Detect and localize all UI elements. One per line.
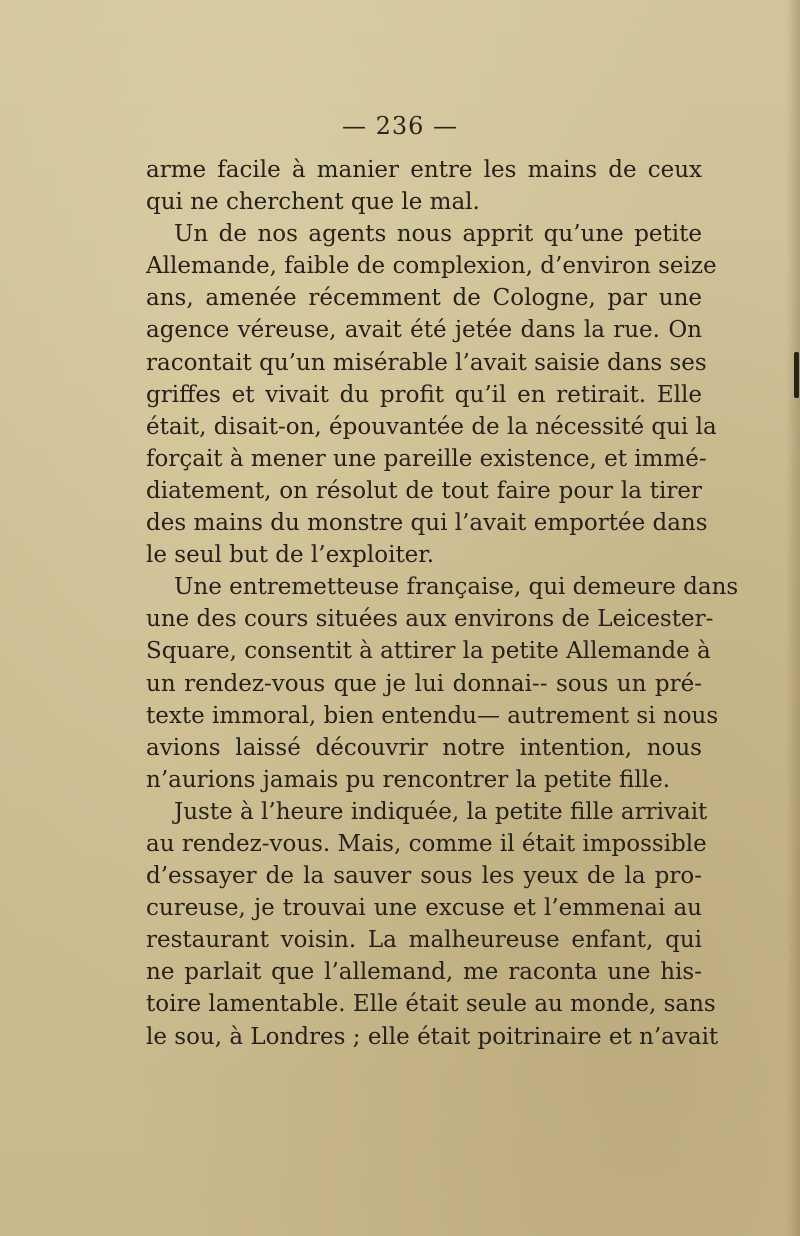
text-line: diatement, on résolut de tout faire pour la tirer — [146, 477, 702, 504]
text-line: le seul but de l’exploiter. — [146, 542, 435, 569]
text-line: ne parlait que l’allemand, me raconta une his- — [146, 959, 702, 986]
text-line: ans, amenée récemment de Cologne, par une — [146, 285, 702, 312]
text-line: au rendez-vous. Mais, comme il était impossible — [146, 830, 707, 857]
text-line: Juste à l’heure indiquée, la petite fille arrivait — [174, 798, 708, 825]
page-edge-shadow — [786, 0, 800, 1236]
page-number: — 236 — — [341, 112, 459, 140]
text-line: d’essayer de la sauver sous les yeux de la pro- — [146, 863, 702, 890]
text-line: Une entremetteuse française, qui demeure dans — [174, 574, 739, 601]
text-line: arme facile à manier entre les mains de ceux — [146, 157, 702, 183]
text-line: cureuse, je trouvai une excuse et l’emmenai au — [146, 895, 702, 922]
text-line: avions laissé découvrir notre intention, nous — [146, 734, 702, 761]
text-line: Un de nos agents nous apprit qu’une petite — [174, 221, 702, 248]
text-line: n’aurions jamais pu rencontrer la petite fille. — [146, 766, 671, 793]
text-line: toire lamentable. Elle était seule au monde, sans — [146, 991, 716, 1018]
text-line: restaurant voisin. La malheureuse enfant, qui — [146, 927, 702, 954]
text-line: des mains du monstre qui l’avait emportée dans — [146, 510, 708, 537]
text-line: une des cours situées aux environs de Leicester- — [146, 606, 714, 633]
text-line: agence véreuse, avait été jetée dans la rue. On — [146, 317, 702, 344]
text-line: Allemande, faible de complexion, d’environ seize — [146, 253, 717, 280]
body-text — [146, 154, 739, 1053]
text-line: griffes et vivait du profit qu’il en retirait. Elle — [146, 381, 702, 408]
text-line: un rendez-vous que je lui donnai-- sous un pré- — [146, 670, 702, 697]
text-line: texte immoral, bien entendu— autrement si nous — [146, 702, 719, 729]
page-edge-mark — [794, 352, 799, 398]
text-line: Square, consentit à attirer la petite Allemande à — [146, 638, 711, 665]
text-line: qui ne cherchent que le mal. — [146, 189, 480, 216]
text-line: racontait qu’un misérable l’avait saisie dans ses — [146, 349, 707, 376]
text-line: forçait à mener une pareille existence, et immé- — [146, 445, 707, 472]
text-line: était, disait-on, épouvantée de la nécessité qui la — [146, 413, 717, 440]
text-line: le sou, à Londres ; elle était poitrinaire et n’avait — [146, 1023, 719, 1050]
